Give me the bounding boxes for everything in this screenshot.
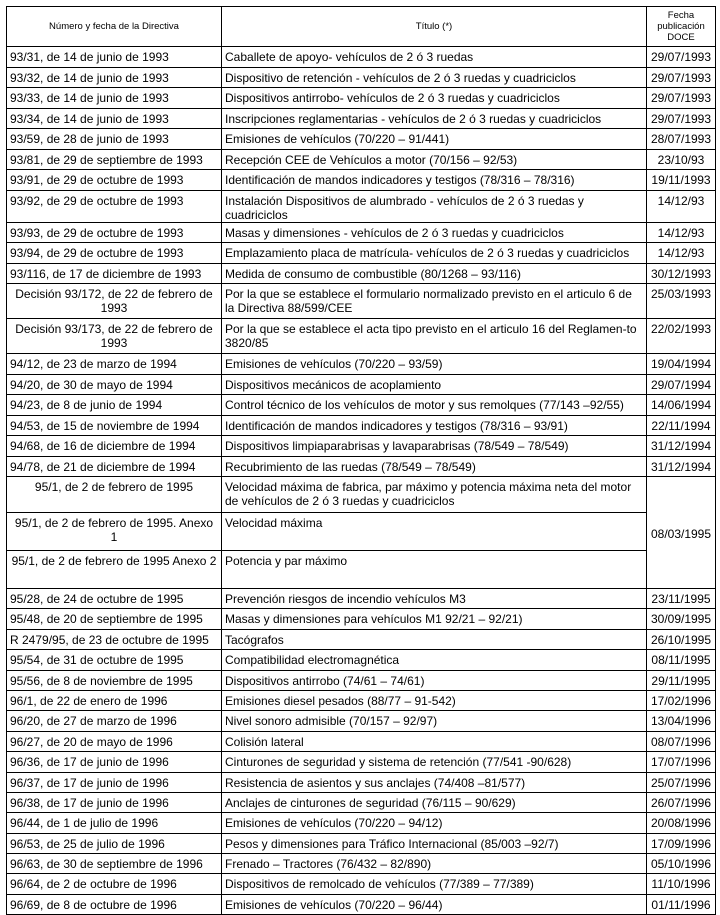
directive-number-date: 93/94, de 29 de octubre de 1993 <box>7 243 222 264</box>
publication-date: 08/07/1996 <box>647 731 716 751</box>
publication-date: 29/07/1993 <box>647 67 716 88</box>
table-row <box>7 190 716 222</box>
table-row <box>7 222 716 243</box>
directive-title: Medida de consumo de combustible (80/1268 – 93/116) <box>222 263 647 284</box>
directive-title: Velocidad máxima <box>222 513 647 551</box>
publication-date: 23/11/1995 <box>647 589 716 609</box>
directive-title: Masas y dimensiones para vehículos M1 92/21 – 92/21) <box>222 609 647 629</box>
directive-number-date: 95/56, de 8 de noviembre de 1995 <box>7 670 222 690</box>
directive-number-date: 93/81, de 29 de septiembre de 1993 <box>7 149 222 170</box>
publication-date: 05/10/1996 <box>647 854 716 874</box>
directive-title: Cinturones de seguridad y sistema de retención (77/541 -90/628) <box>222 752 647 772</box>
publication-date: 26/10/1995 <box>647 629 716 649</box>
table-row <box>7 551 716 589</box>
directive-number-date: 93/32, de 14 de junio de 1993 <box>7 67 222 88</box>
publication-date: 31/12/1994 <box>647 436 716 457</box>
publication-date: 28/07/1993 <box>647 129 716 150</box>
table-row <box>7 854 716 874</box>
table-row <box>7 415 716 436</box>
publication-date: 29/07/1993 <box>647 47 716 68</box>
publication-date: 14/12/93 <box>647 243 716 264</box>
directive-number-date: 96/27, de 20 de mayo de 1996 <box>7 731 222 751</box>
directive-number-date: 96/69, de 8 de octubre de 1996 <box>7 894 222 914</box>
directive-number-date: 93/91, de 29 de octubre de 1993 <box>7 170 222 191</box>
directive-number-date: 95/48, de 20 de septiembre de 1995 <box>7 609 222 629</box>
directive-number-date: 96/63, de 30 de septiembre de 1996 <box>7 854 222 874</box>
publication-date: 11/10/1996 <box>647 874 716 894</box>
directive-number-date: 95/1, de 2 de febrero de 1995 Anexo 2 <box>7 551 222 589</box>
directive-title: Compatibilidad electromagnética <box>222 650 647 670</box>
table-row <box>7 513 716 551</box>
table-row <box>7 629 716 649</box>
directive-title: Recepción CEE de Vehículos a motor (70/156 – 92/53) <box>222 149 647 170</box>
directive-title: Inscripciones reglamentarias - vehículos de 2 ó 3 ruedas y cuadriciclos <box>222 108 647 129</box>
directive-number-date: 94/23, de 8 de junio de 1994 <box>7 395 222 416</box>
directive-title: Identificación de mandos indicadores y testigos (78/316 – 93/91) <box>222 415 647 436</box>
publication-date: 14/06/1994 <box>647 395 716 416</box>
directive-number-date: 95/1, de 2 de febrero de 1995 <box>7 477 222 513</box>
table-row <box>7 752 716 772</box>
table-row <box>7 772 716 792</box>
directive-number-date: 95/54, de 31 de octubre de 1995 <box>7 650 222 670</box>
publication-date: 29/07/1994 <box>647 374 716 395</box>
table-row <box>7 243 716 264</box>
directive-number-date: 96/64, de 2 de octubre de 1996 <box>7 874 222 894</box>
publication-date: 17/02/1996 <box>647 690 716 710</box>
header-number-date: Número y fecha de la Directiva <box>7 7 222 47</box>
publication-date: 29/07/1993 <box>647 108 716 129</box>
publication-date: 17/09/1996 <box>647 833 716 853</box>
directive-number-date: 93/93, de 29 de octubre de 1993 <box>7 222 222 243</box>
directive-title: Caballete de apoyo- vehículos de 2 ó 3 ruedas <box>222 47 647 68</box>
table-row <box>7 792 716 812</box>
publication-date: 14/12/93 <box>647 222 716 243</box>
table-row <box>7 395 716 416</box>
directive-title: Por la que se establece el formulario normalizado previsto en el articulo 6 de la Directiva 88/599/CEE <box>222 284 647 319</box>
directives-table <box>6 6 716 915</box>
directive-number-date: 94/53, de 15 de noviembre de 1994 <box>7 415 222 436</box>
table-row <box>7 731 716 751</box>
table-row <box>7 711 716 731</box>
directive-number-date: 93/116, de 17 de diciembre de 1993 <box>7 263 222 284</box>
publication-date: 25/07/1996 <box>647 772 716 792</box>
directive-number-date: 94/68, de 16 de diciembre de 1994 <box>7 436 222 457</box>
directive-title: Dispositivos antirrobo (74/61 – 74/61) <box>222 670 647 690</box>
directive-number-date: 96/44, de 1 de julio de 1996 <box>7 813 222 833</box>
table-row <box>7 88 716 109</box>
directive-title: Colisión lateral <box>222 731 647 751</box>
table-row <box>7 609 716 629</box>
directive-title: Masas y dimensiones - vehículos de 2 ó 3 ruedas y cuadriciclos <box>222 222 647 243</box>
publication-date: 30/12/1993 <box>647 263 716 284</box>
directive-number-date: 96/36, de 17 de junio de 1996 <box>7 752 222 772</box>
table-row <box>7 149 716 170</box>
publication-date: 26/07/1996 <box>647 792 716 812</box>
table-row <box>7 874 716 894</box>
directive-number-date: 93/59, de 28 de junio de 1993 <box>7 129 222 150</box>
table-row <box>7 650 716 670</box>
table-row <box>7 894 716 914</box>
directive-title: Anclajes de cinturones de seguridad (76/115 – 90/629) <box>222 792 647 812</box>
publication-date: 20/08/1996 <box>647 813 716 833</box>
directive-title: Dispositivos mecánicos de acoplamiento <box>222 374 647 395</box>
directive-number-date: 96/38, de 17 de junio de 1996 <box>7 792 222 812</box>
table-row <box>7 263 716 284</box>
directive-number-date: 95/28, de 24 de octubre de 1995 <box>7 589 222 609</box>
directive-title: Velocidad máxima de fabrica, par máximo y potencia máxima neta del motor de vehículos de 2 ó 3 ruedas y cuadriciclos <box>222 477 647 513</box>
directive-title: Dispositivos antirrobo- vehículos de 2 ó 3 ruedas y cuadriciclos <box>222 88 647 109</box>
directive-number-date: 95/1, de 2 de febrero de 1995. Anexo 1 <box>7 513 222 551</box>
publication-date: 29/07/1993 <box>647 88 716 109</box>
directive-number-date: 96/53, de 25 de julio de 1996 <box>7 833 222 853</box>
directive-title: Emisiones diesel pesados (88/77 – 91-542) <box>222 690 647 710</box>
table-row <box>7 354 716 375</box>
directive-title: Dispositivos de remolcado de vehículos (77/389 – 77/389) <box>222 874 647 894</box>
directive-title: Emplazamiento placa de matrícula- vehículos de 2 ó 3 ruedas y cuadriciclos <box>222 243 647 264</box>
publication-date: 13/04/1996 <box>647 711 716 731</box>
directive-title: Emisiones de vehículos (70/220 – 93/59) <box>222 354 647 375</box>
directive-title: Emisiones de vehículos (70/220 – 96/44) <box>222 894 647 914</box>
table-row <box>7 129 716 150</box>
directive-number-date: 93/31, de 14 de junio de 1993 <box>7 47 222 68</box>
publication-date: 29/11/1995 <box>647 670 716 690</box>
table-row <box>7 67 716 88</box>
header-row <box>7 7 716 47</box>
directive-title: Dispositivos limpiaparabrisas y lavaparabrisas (78/549 – 78/549) <box>222 436 647 457</box>
table-row <box>7 374 716 395</box>
directive-number-date: 94/20, de 30 de mayo de 1994 <box>7 374 222 395</box>
publication-date: 08/11/1995 <box>647 650 716 670</box>
directive-number-date: 93/34, de 14 de junio de 1993 <box>7 108 222 129</box>
directive-number-date: 96/20, de 27 de marzo de 1996 <box>7 711 222 731</box>
publication-date: 31/12/1994 <box>647 456 716 477</box>
publication-date: 22/11/1994 <box>647 415 716 436</box>
table-row <box>7 833 716 853</box>
directive-number-date: R 2479/95, de 23 de octubre de 1995 <box>7 629 222 649</box>
directive-title: Emisiones de vehículos (70/220 – 94/12) <box>222 813 647 833</box>
directive-title: Emisiones de vehículos (70/220 – 91/441) <box>222 129 647 150</box>
directive-title: Nivel sonoro admisible (70/157 – 92/97) <box>222 711 647 731</box>
table-row <box>7 108 716 129</box>
directive-title: Control técnico de los vehículos de motor y sus remolques (77/143 –92/55) <box>222 395 647 416</box>
publication-date: 19/04/1994 <box>647 354 716 375</box>
table-row <box>7 477 716 513</box>
table-row <box>7 436 716 457</box>
table-row <box>7 170 716 191</box>
table-row <box>7 589 716 609</box>
directive-number-date: 94/78, de 21 de diciembre de 1994 <box>7 456 222 477</box>
directive-title: Pesos y dimensiones para Tráfico Internacional (85/003 –92/7) <box>222 833 647 853</box>
table-row <box>7 47 716 68</box>
directive-number-date: 93/33, de 14 de junio de 1993 <box>7 88 222 109</box>
publication-date: 17/07/1996 <box>647 752 716 772</box>
directive-title: Instalación Dispositivos de alumbrado - vehículos de 2 ó 3 ruedas y cuadriciclos <box>222 190 647 222</box>
directive-number-date: 96/37, de 17 de junio de 1996 <box>7 772 222 792</box>
directive-title: Dispositivo de retención - vehículos de 2 ó 3 ruedas y cuadriciclos <box>222 67 647 88</box>
publication-date: 30/09/1995 <box>647 609 716 629</box>
directive-number-date: 93/92, de 29 de octubre de 1993 <box>7 190 222 222</box>
directive-title: Frenado – Tractores (76/432 – 82/890) <box>222 854 647 874</box>
publication-date: 19/11/1993 <box>647 170 716 191</box>
directive-title: Recubrimiento de las ruedas (78/549 – 78/549) <box>222 456 647 477</box>
directive-number-date: 94/12, de 23 de marzo de 1994 <box>7 354 222 375</box>
table-row <box>7 690 716 710</box>
table-row <box>7 319 716 354</box>
table-row <box>7 813 716 833</box>
publication-date: 14/12/93 <box>647 190 716 222</box>
publication-date: 22/02/1993 <box>647 319 716 354</box>
header-publication-date: Fecha publicación DOCE <box>647 7 716 47</box>
publication-date: 23/10/93 <box>647 149 716 170</box>
directive-number-date: 96/1, de 22 de enero de 1996 <box>7 690 222 710</box>
table-row <box>7 670 716 690</box>
table-row <box>7 456 716 477</box>
directive-title: Resistencia de asientos y sus anclajes (74/408 –81/577) <box>222 772 647 792</box>
directive-title: Por la que se establece el acta tipo previsto en el articulo 16 del Reglamen-to 3820/85 <box>222 319 647 354</box>
table-row <box>7 284 716 319</box>
directive-title: Prevención riesgos de incendio vehículos M3 <box>222 589 647 609</box>
directive-title: Identificación de mandos indicadores y testigos (78/316 – 78/316) <box>222 170 647 191</box>
directive-title: Tacógrafos <box>222 629 647 649</box>
directive-number-date: Decisión 93/173, de 22 de febrero de 1993 <box>7 319 222 354</box>
publication-date: 08/03/1995 <box>647 477 716 589</box>
directive-title: Potencia y par máximo <box>222 551 647 589</box>
directive-number-date: Decisión 93/172, de 22 de febrero de 1993 <box>7 284 222 319</box>
header-title: Título (*) <box>222 7 647 47</box>
publication-date: 01/11/1996 <box>647 894 716 914</box>
publication-date: 25/03/1993 <box>647 284 716 319</box>
